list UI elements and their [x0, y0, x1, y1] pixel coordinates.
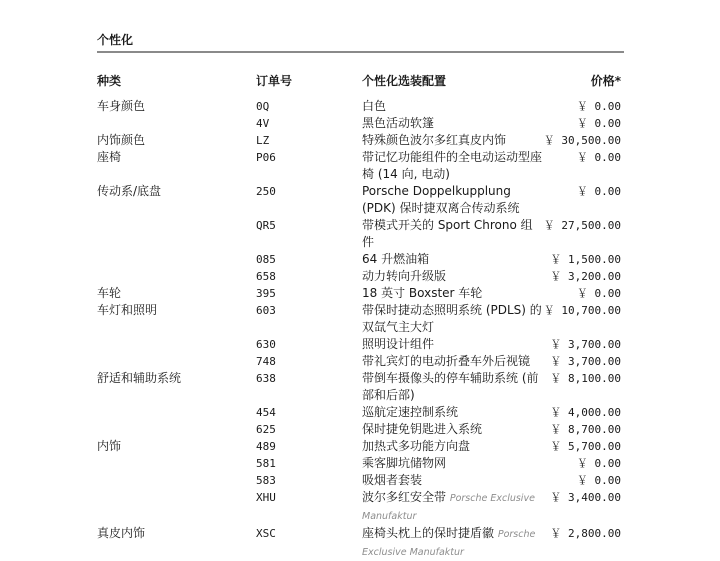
row-description [362, 268, 544, 285]
table-header [97, 72, 621, 88]
row-description [362, 217, 544, 251]
row-price: ￥ 0.00 [576, 474, 621, 487]
row-order-code: 4V [256, 117, 270, 130]
row-description [362, 132, 544, 149]
row-description [362, 336, 544, 353]
row-description [362, 285, 544, 302]
column-header-price: 价格* [590, 74, 621, 88]
row-brand-label: Porsche Exclusive Manufaktur [362, 493, 535, 522]
row-description [362, 115, 544, 132]
row-description-text: 巡航定速控制系统 [362, 405, 459, 419]
table-row [97, 183, 621, 217]
row-description [362, 489, 544, 525]
row-price: ￥ 5,700.00 [550, 440, 621, 453]
row-description [362, 472, 544, 489]
column-header-category: 种类 [97, 74, 122, 88]
row-description-text: 加热式多功能方向盘 [362, 439, 471, 453]
table-row [97, 370, 621, 404]
title-divider [97, 51, 624, 53]
row-description-text: 带保时捷动态照明系统 (PDLS) 的双氙气主大灯 [362, 303, 542, 334]
table-row [97, 404, 621, 421]
row-description-text: 18 英寸 Boxster 车轮 [362, 286, 483, 300]
table-row [97, 438, 621, 455]
row-category: 内饰 [97, 439, 122, 453]
row-order-code: 630 [256, 338, 276, 351]
row-description [362, 421, 544, 438]
table-row [97, 336, 621, 353]
table-row [97, 472, 621, 489]
table-row [97, 353, 621, 370]
row-description-text: 乘客脚坑储物网 [362, 456, 447, 470]
row-order-code: 658 [256, 270, 276, 283]
row-description-text: 白色 [362, 99, 387, 113]
table-row [97, 132, 621, 149]
row-category: 舒适和辅助系统 [97, 371, 182, 385]
row-description [362, 251, 544, 268]
table-row [97, 455, 621, 472]
row-description [362, 525, 544, 561]
row-description [362, 98, 544, 115]
row-price: ￥ 3,400.00 [550, 491, 621, 504]
row-order-code: 625 [256, 423, 276, 436]
row-description-text: 黑色活动软篷 [362, 116, 435, 130]
row-description-text: 带模式开关的 Sport Chrono 组件 [362, 218, 533, 249]
row-order-code: XSC [256, 527, 276, 540]
row-price: ￥ 0.00 [576, 457, 621, 470]
row-price: ￥ 3,700.00 [550, 338, 621, 351]
row-price: ￥ 30,500.00 [543, 134, 621, 147]
table-row [97, 302, 621, 336]
row-order-code: 581 [256, 457, 276, 470]
row-price: ￥ 4,000.00 [550, 406, 621, 419]
row-price: ￥ 0.00 [576, 117, 621, 130]
row-price: ￥ 27,500.00 [543, 219, 621, 232]
row-description [362, 438, 544, 455]
table-row [97, 268, 621, 285]
row-category: 真皮内饰 [97, 526, 146, 540]
row-price: ￥ 0.00 [576, 151, 621, 164]
row-description-text: 带礼宾灯的电动折叠车外后视镜 [362, 354, 531, 368]
column-header-code: 订单号 [256, 74, 293, 88]
row-category: 车灯和照明 [97, 303, 158, 317]
row-category: 内饰颜色 [97, 133, 146, 147]
row-description [362, 302, 544, 336]
row-order-code: XHU [256, 491, 276, 504]
row-price: ￥ 8,700.00 [550, 423, 621, 436]
table-row [97, 525, 621, 561]
row-description-text: 保时捷免钥匙进入系统 [362, 422, 483, 436]
row-order-code: 250 [256, 185, 276, 198]
row-order-code: P06 [256, 151, 276, 164]
row-description-text: 带记忆功能组件的全电动运动型座椅 (14 向, 电动) [362, 150, 543, 181]
row-order-code: 454 [256, 406, 276, 419]
table-row [97, 217, 621, 251]
table-row [97, 421, 621, 438]
row-order-code: 638 [256, 372, 276, 385]
row-price: ￥ 1,500.00 [550, 253, 621, 266]
row-description-text: 动力转向升级版 [362, 269, 447, 283]
row-order-code: 748 [256, 355, 276, 368]
table-row [97, 251, 621, 268]
row-description-text: 照明设计组件 [362, 337, 435, 351]
row-description [362, 455, 544, 472]
row-order-code: LZ [256, 134, 270, 147]
row-order-code: QR5 [256, 219, 276, 232]
row-price: ￥ 3,700.00 [550, 355, 621, 368]
row-order-code: 489 [256, 440, 276, 453]
row-description-text: 座椅头枕上的保时捷盾徽 [362, 526, 495, 540]
row-description [362, 404, 544, 421]
options-table [97, 98, 621, 561]
table-row [97, 489, 621, 525]
row-description-text: 吸烟者套装 [362, 473, 423, 487]
row-order-code: 583 [256, 474, 276, 487]
row-order-code: 0Q [256, 100, 270, 113]
row-description [362, 353, 544, 370]
column-header-description: 个性化选装配置 [362, 74, 447, 88]
section-title: 个性化 [97, 33, 134, 47]
row-description-text: 带倒车摄像头的停车辅助系统 (前部和后部) [362, 371, 539, 402]
row-description [362, 183, 544, 217]
row-price: ￥ 0.00 [576, 185, 621, 198]
row-price: ￥ 0.00 [576, 100, 621, 113]
row-price: ￥ 0.00 [576, 287, 621, 300]
row-order-code: 603 [256, 304, 276, 317]
row-order-code: 085 [256, 253, 276, 266]
row-description-text: 特殊颜色波尔多红真皮内饰 [362, 133, 507, 147]
row-price: ￥ 10,700.00 [543, 304, 621, 317]
row-category: 车轮 [97, 286, 122, 300]
row-brand-label: Porsche Exclusive Manufaktur [362, 529, 536, 558]
row-description [362, 149, 544, 183]
table-row [97, 115, 621, 132]
row-description-text: 64 升燃油箱 [362, 252, 430, 266]
row-description-text: Porsche Doppelkupplung (PDK) 保时捷双离合传动系统 [362, 184, 520, 215]
table-row [97, 98, 621, 115]
table-row [97, 149, 621, 183]
row-category: 座椅 [97, 150, 122, 164]
row-category: 车身颜色 [97, 99, 146, 113]
row-description [362, 370, 544, 404]
row-price: ￥ 8,100.00 [550, 372, 621, 385]
row-price: ￥ 2,800.00 [550, 527, 621, 540]
row-order-code: 395 [256, 287, 276, 300]
table-row [97, 285, 621, 302]
row-category: 传动系/底盘 [97, 184, 162, 198]
row-price: ￥ 3,200.00 [550, 270, 621, 283]
row-description-text: 波尔多红安全带 [362, 490, 447, 504]
